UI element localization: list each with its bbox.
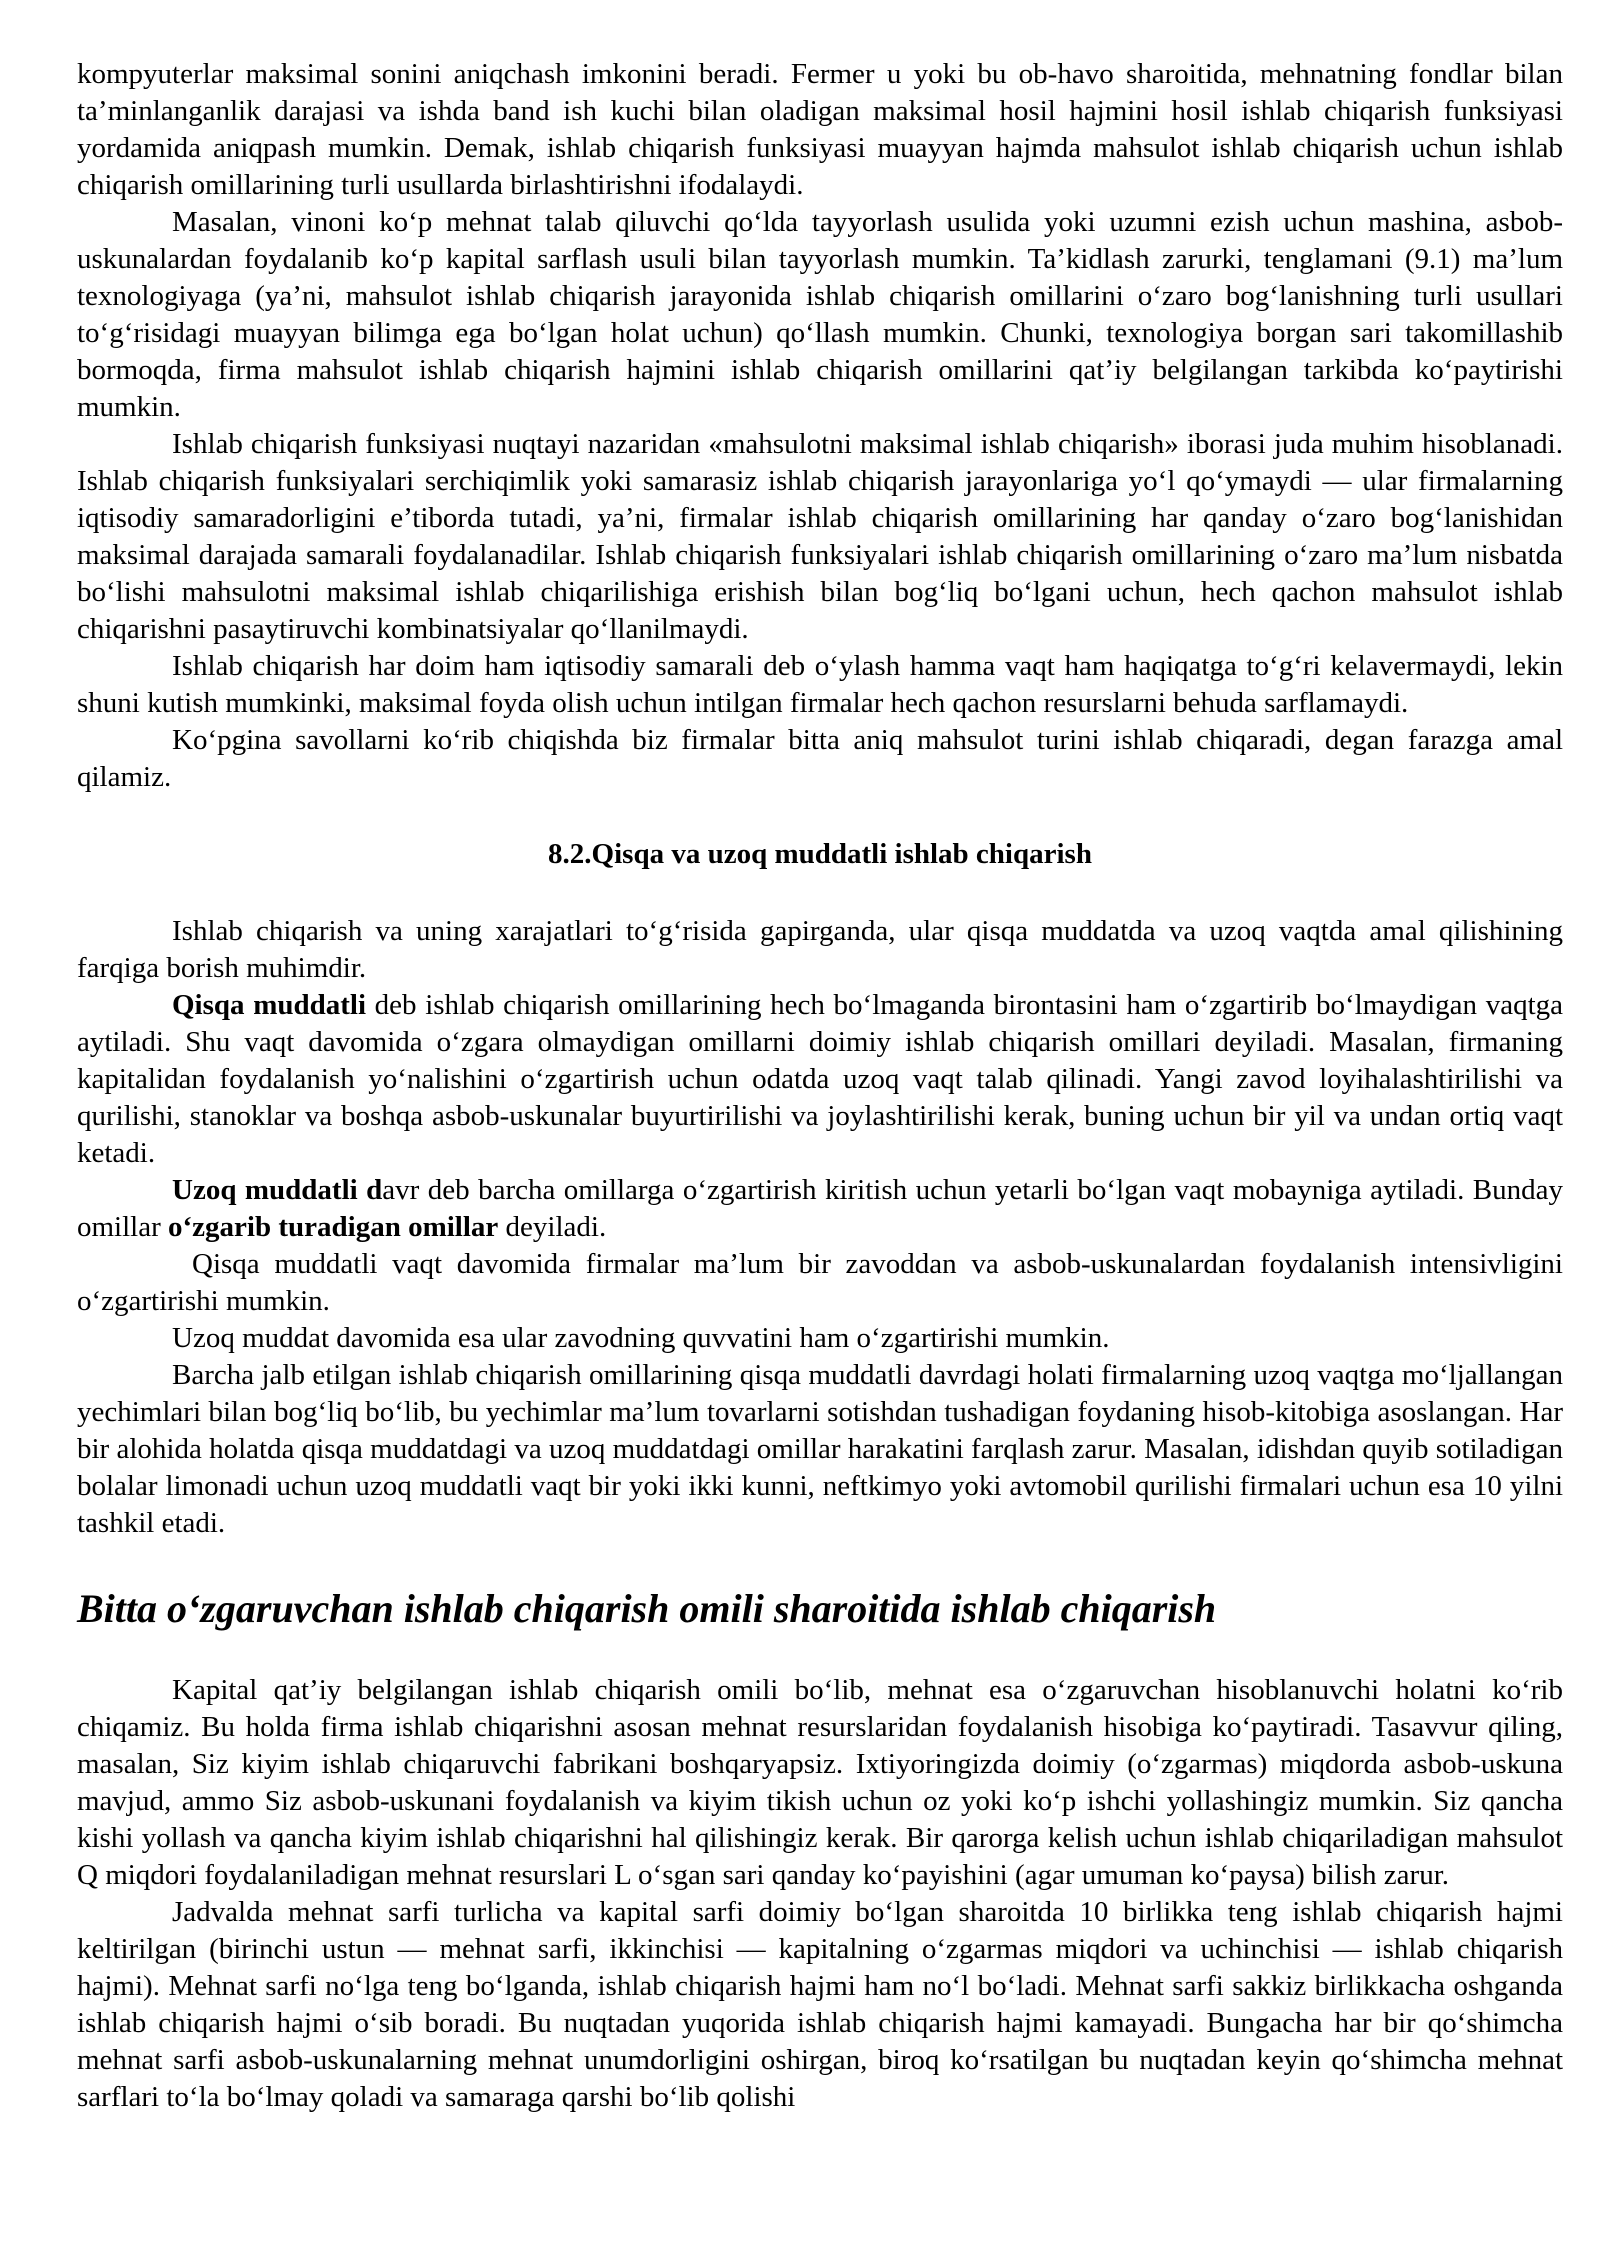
term-variable-factors: o‘zgarib turadigan omillar [168,1211,499,1243]
paragraph-text: deb ishlab chiqarish omillarining hech bo‘lmaganda birontasini ham o‘zgartirib bo‘lmaydigan vaqtga aytiladi. Shu vaqt davomida o‘zgara olmaydigan omillarni doimiy ishlab chiqarish omillari deyiladi. Masalan, firmaning kapitalidan foydalanish yo‘nalishini o‘zgartirish uchun odatda uzoq vaqt talab qilinadi. Yangi zavod loyihalashtirilishi va qurilishi, stanoklar va boshqa asbob-uskunalar buyurtirilishi va joylashtirilishi kerak, buning uchun bir yil va undan ortiq vaqt ketadi. [77,989,1563,1169]
paragraph: Ishlab chiqarish har doim ham iqtisodiy samarali deb o‘ylash hamma vaqt ham haqiqatga to‘g‘ri kelavermaydi, lekin shuni kutish mumkinki, maksimal foyda olish uchun intilgan firmalar hech qachon resurslarni behuda sarflamaydi. [77,650,1563,719]
paragraph: kompyuterlar maksimal sonini aniqchash imkonini beradi. Fermer u yoki bu ob-havo sharoitida, mehnatning fondlar bilan ta’minlanganlik darajasi va ishda band ish kuchi bilan oladigan maksimal hosil hajmini hosil ishlab chiqarish funksiyasi yordamida aniqpash mumkin. Demak, ishlab chiqarish funksiyasi muayyan hajmda mahsulot ishlab chiqarish uchun ishlab chiqarish omillarining turli usullarda birlashtirishni ifodalaydi. [77,58,1563,201]
paragraph-text: deyiladi. [498,1211,607,1243]
chapter-heading: Bitta o‘zgaruvchan ishlab chiqarish omili sharoitida ishlab chiqarish [77,1586,1217,1631]
paragraph: Jadvalda mehnat sarfi turlicha va kapital sarfi doimiy bo‘lgan sharoitda 10 birlikka teng ishlab chiqarish hajmi keltirilgan (birinchi ustun — mehnat sarfi, ikkinchisi — kapitalning o‘zgarmas miqdori va uchinchisi — ishlab chiqarish hajmi). Mehnat sarfi no‘lga teng bo‘lganda, ishlab chiqarish hajmi ham no‘l bo‘ladi. Mehnat sarfi sakkiz birlikkacha oshganda ishlab chiqarish hajmi o‘sib boradi. Bu nuqtadan yuqorida ishlab chiqarish hajmi kamayadi. Bungacha har bir qo‘shimcha mehnat sarfi asbob-uskunalarning mehnat unumdorligini oshirgan, biroq ko‘rsatilgan bu nuqtadan keyin qo‘shimcha mehnat sarflari to‘la bo‘lmay qoladi va samaraga qarshi bo‘lib qolishi [77,1896,1563,2113]
paragraph [77,1172,1563,1246]
section-heading: 8.2.Qisqa va uzoq muddatli ishlab chiqarish [548,838,1092,870]
paragraph: Barcha jalb etilgan ishlab chiqarish omillarining qisqa muddatli davrdagi holati firmalarning uzoq vaqtga mo‘ljallangan yechimlari bilan bog‘liq bo‘lib, bu yechimlar ma’lum tovarlarni sotishdan tushadigan foydaning hisob-kitobiga asoslangan. Har bir alohida holatda qisqa muddatdagi va uzoq muddatdagi omillar harakatini farqlash zarur. Masalan, idishdan quyib sotiladigan bolalar limonadi uchun uzoq muddatli vaqt bir yoki ikki kunni, neftkimyo yoki avtomobil qurilishi firmalari uchun esa 10 yilni tashkil etadi. [77,1359,1563,1539]
paragraph: Ko‘pgina savollarni ko‘rib chiqishda biz firmalar bitta aniq mahsulot turini ishlab chiqaradi, degan farazga amal qilamiz. [77,724,1563,793]
paragraph [77,987,1563,1172]
paragraph: Uzoq muddat davomida esa ular zavodning quvvatini ham o‘zgartirishi mumkin. [172,1322,1110,1354]
paragraph: Ishlab chiqarish va uning xarajatlari to‘g‘risida gapirganda, ular qisqa muddatda va uzoq vaqtda amal qilishining farqiga borish muhimdir. [77,915,1563,984]
term-short-run: Qisqa muddatli [172,989,367,1021]
paragraph: Kapital qat’iy belgilangan ishlab chiqarish omili bo‘lib, mehnat esa o‘zgaruvchan hisoblanuvchi holatni ko‘rib chiqamiz. Bu holda firma ishlab chiqarishni asosan mehnat resurslaridan foydalanish hisobiga ko‘paytiradi. Tasavvur qiling, masalan, Siz kiyim ishlab chiqaruvchi fabrikani boshqaryapsiz. Ixtiyoringizda doimiy (o‘zgarmas) miqdorda asbob-uskuna mavjud, ammo Siz asbob-uskunani foydalanish va kiyim tikish uchun oz yoki ko‘p ishchi yollashingiz mumkin. Siz qancha kishi yollash va qancha kiyim ishlab chiqarishni hal qilishingiz kerak. Bir qarorga kelish uchun ishlab chiqariladigan mahsulot Q miqdori foydalaniladigan mehnat resurslari L o‘sgan sari qanday ko‘payishini (agar umuman ko‘paysa) bilish zarur. [77,1674,1563,1891]
paragraph: Ishlab chiqarish funksiyasi nuqtayi nazaridan «mahsulotni maksimal ishlab chiqarish» iborasi juda muhim hisoblanadi. Ishlab chiqarish funksiyalari serchiqimlik yoki samarasiz ishlab chiqarish jarayonlariga yo‘l qo‘ymaydi — ular firmalarning iqtisodiy samaradorligini e’tiborda tutadi, ya’ni, firmalar ishlab chiqarish omillarining har qanday o‘zaro bog‘lanishidan maksimal darajada samarali foydalanadilar. Ishlab chiqarish funksiyalari ishlab chiqarish omillarining o‘zaro ma’lum nisbatda bo‘lishi mahsulotni maksimal ishlab chiqarilishiga erishish bilan bog‘liq bo‘lgani uchun, hech qachon mahsulot ishlab chiqarishni pasaytiruvchi kombinatsiyalar qo‘llanilmaydi. [77,428,1563,645]
paragraph: Masalan, vinoni ko‘p mehnat talab qiluvchi qo‘lda tayyorlash usulida yoki uzumni ezish uchun mashina, asbob-uskunalardan foydalanib ko‘p kapital sarflash usuli bilan tayyorlash mumkin. Ta’kidlash zarurki, tenglamani (9.1) ma’lum texnologiyaga (ya’ni, mahsulot ishlab chiqarish jarayonida ishlab chiqarish omillarini o‘zaro bog‘lanishning turli usullari to‘g‘risidagi muayyan bilimga ega bo‘lgan holat uchun) qo‘llash mumkin. Chunki, texnologiya borgan sari takomillashib bormoqda, firma mahsulot ishlab chiqarish hajmini ishlab chiqarish omillarini qat’iy belgilangan tarkibda ko‘paytirishi mumkin. [77,206,1563,423]
document-page [77,56,1563,2116]
paragraph-text: avr deb barcha omillarga o‘zgartirish kiritish uchun yetarli bo‘lgan vaqt mobayniga aytiladi. Bunday omillar [77,1174,1563,1243]
paragraph: Qisqa muddatli vaqt davomida firmalar ma’lum bir zavoddan va asbob-uskunalardan foydalanish intensivligini o‘zgartirishi mumkin. [77,1248,1563,1317]
term-long-run: Uzoq muddatli d [172,1174,383,1206]
